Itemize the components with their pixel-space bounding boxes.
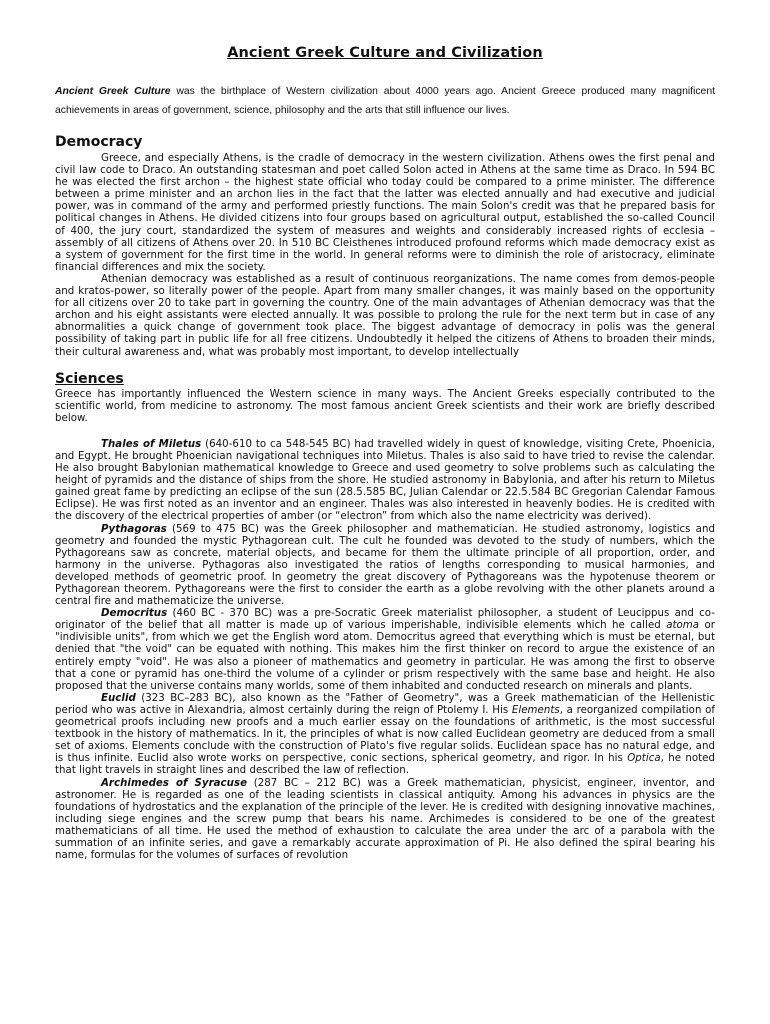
democracy-paragraph-1: Greece, and especially Athens, is the cradle of democracy in the western civilization. Athens owes the first penal and civil law code to Draco. An outstanding statesman and poet called Solon acted in Athens at the same time as Draco. In 594 BC he was elected the first archon – the highest state official who today could be compared to a prime minister. The difference between a prime minister and an archon lies in the fact that the latter was elected annually and had executive and judicial power, was in command of the army and performed priestly functions. The main Solon's credit was that he prepared basis for political changes in Athens. He divided citizens into four groups based on agricultural output, established the so-called Council of 400, the jury court, standardized the system of measures and weights and considerably increased rights of ecclesia – assembly of all citizens of Athens over 20. In 510 BC Cleisthenes introduced profound reforms which made democracy exist as a system of government for the first time in the world. In general reforms were to diminish the role of aristocracy, eliminate financial differences and mix the society. — [55, 153, 715, 273]
intro-paragraph — [55, 83, 715, 120]
thales-paragraph — [55, 439, 715, 524]
euclid-text-c: , he noted that light travels in straight lines and described the law of reflection. — [55, 753, 716, 777]
democritus-atoma: atoma — [666, 620, 700, 632]
archimedes-paragraph — [55, 778, 715, 863]
document-title: Ancient Greek Culture and Civilization — [227, 45, 543, 61]
euclid-text-a: (323 BC–283 BC), also known as the "Father of Geometry", was a Greek mathematician of the Hellenistic period who was active in Alexandria, almost certainly during the reign of Ptolemy I. His — [55, 692, 715, 716]
thales-text: (640-610 to ca 548-545 BC) had travelled widely in quest of knowledge, visiting Crete, Phoenicia, and Egypt. He brought Phoenician navigational techniques into Miletus. Thales is also said to have tried to revise the calendar. He also brought Babylonian mathematical knowledge to Greece and used geometry to solve problems such as calculating the height of pyramids and the distance of ships from the shore. He studied astronomy in Babylonia, and after his return to Miletus gained great fame by predicting an eclipse of the sun (28.5.585 BC, Julian Calendar or 22.5.584 BC Gregorian Calendar Famous Eclipse). He was first noted as an inventor and an engineer. Thales was also interested in heavenly bodies. He is credited with the discovery of the electrical properties of amber (or “electron” from which also the name electricity was derived). — [55, 438, 715, 523]
archimedes-name: Archimedes of Syracuse — [101, 777, 248, 789]
pythagoras-paragraph — [55, 524, 715, 609]
euclid-text-b: , a reorganized compilation of geometrical proofs including new proofs and a much earlier essay on the foundations of arithmetic, is the most successful textbook in the history of mathematics. In it, the principles of what is now called Euclidean geometry are deduced from a small set of axioms. Elements conclude with the construction of Plato's five regular solids. Euclidean space has no natural edge, and is thus infinite. Euclid also wrote works on perspective, conic sections, spherical geometry, and rigor. In his — [55, 704, 716, 765]
democracy-heading: Democracy — [55, 134, 143, 150]
pythagoras-text: (569 to 475 BC) was the Greek philosopher and mathematician. He studied astronomy, logistics and geometry and founded the mystic Pythagorean cult. The cult he founded was devoted to the study of numbers, which the Pythagoreans saw as concrete, material objects, and became for them the ultimate principle of all proportion, order, and harmony in the universe. Pythagoras also investigated the ratios of lengths corresponding to musical harmonies, and developed methods of geometric proof. In geometry the great discovery of Pythagoreans was the hypotenuse theorem or Pythagorean theorem. Pythagoreans were the first to consider the earth as a globe revolving with the other planets around a central fire and mathematicize the universe. — [55, 523, 715, 608]
sciences-heading: Sciences — [55, 370, 124, 387]
intro-text: was the birthplace of Western civilization about 4000 years ago. Ancient Greece produced many magnificent achievements in areas of government, science, philosophy and the arts that still influence our lives. — [55, 86, 715, 116]
intro-lead: Ancient Greek Culture — [55, 86, 171, 97]
archimedes-text: (287 BC – 212 BC) was a Greek mathematician, physicist, engineer, inventor, and astronomer. He is regarded as one of the leading scientists in classical antiquity. Among his advances in physics are the foundations of hydrostatics and the explanation of the principle of the lever. He is credited with designing innovative machines, including siege engines and the screw pump that bears his name. Archimedes is considered to be one of the greatest mathematicians of all time. He used the method of exhaustion to calculate the area under the arc of a parabola with the summation of an infinite series, and gave a remarkably accurate approximation of Pi. He also defined the spiral bearing his name, formulas for the volumes of surfaces of revolution — [55, 777, 716, 862]
document-page — [55, 45, 715, 862]
democritus-paragraph — [55, 608, 715, 693]
democritus-text-a: (460 BC - 370 BC) was a pre-Socratic Greek materialist philosopher, a student of Leucippus and co-originator of the belief that all matter is made up of various imperishable, indivisible elements which he called — [55, 608, 715, 632]
democracy-paragraph-2: Athenian democracy was established as a result of continuous reorganizations. The name comes from demos-people and kratos-power, so literally power of the people. Apart from many smaller changes, it was mainly based on the opportunity for all citizens over 20 to take part in governing the country. One of the main advantages of Athenian democracy was that the archon and his eight assistants were elected annually. It was possible to prolong the rule for the next term but in case of any abnormalities a quick change of government took place. The biggest advantage of democracy in polis was the general possibility of taking part in public life for all free citizens. Undoubtedly it helped the citizens of Athens to broaden their minds, their cultural awareness and, what was probably most important, to develop intellectually — [55, 273, 715, 358]
democritus-text-b: or "indivisible units", from which we get the English word atom. Democritus agreed that everything which is must be eternal, but denied that "the void" can be equated with nothing. This makes him the first thinker on record to argue the existence of an entirely empty "void". He was also a pioneer of mathematics and geometry in particular. He was among the first to observe that a cone or pyramid has one-third the volume of a cylinder or prism respectively with the same base and height. He also proposed that the universe contains many worlds, some of them inhabited and conducted research on minerals and plants. — [55, 620, 716, 692]
pythagoras-name: Pythagoras — [101, 523, 167, 535]
sciences-intro: Greece has importantly influenced the Western science in many ways. The Ancient Greeks especially contributed to the scientific world, from medicine to astronomy. The most famous ancient Greek scientists and their work are briefly described below. — [55, 388, 715, 424]
euclid-optica: Optica — [627, 753, 661, 765]
euclid-paragraph — [55, 693, 715, 778]
democritus-name: Democritus — [101, 608, 168, 620]
euclid-elements: Elements — [511, 704, 560, 716]
thales-name: Thales of Miletus — [101, 438, 202, 450]
euclid-name: Euclid — [101, 692, 136, 704]
